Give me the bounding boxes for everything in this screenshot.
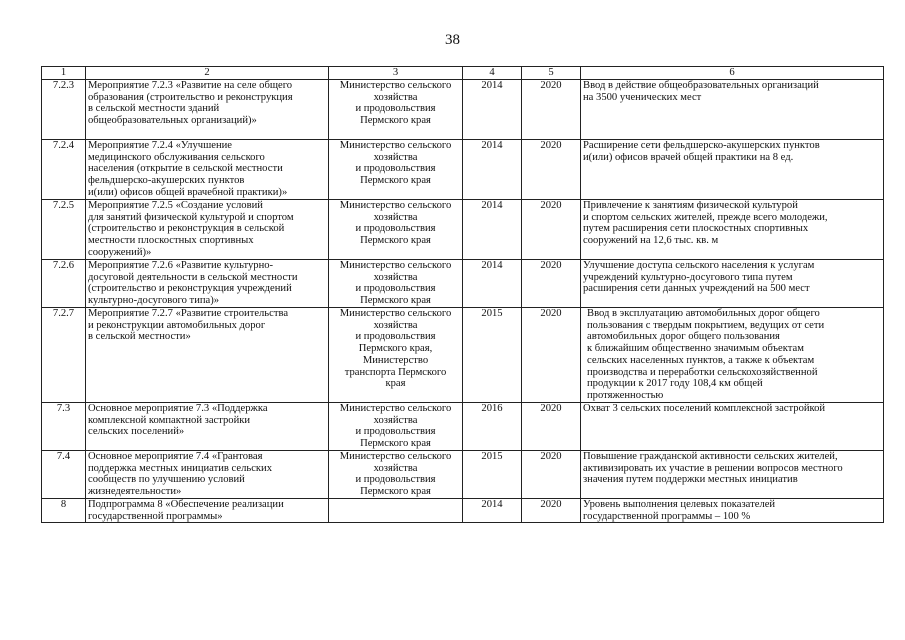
- executor-cell: Министерство сельского хозяйства и продовольствия Пермского края: [329, 200, 463, 260]
- start-year-cell: 2015: [463, 451, 522, 499]
- table-row: [42, 80, 884, 140]
- expected-result-cell: Улучшение доступа сельского населения к услугам учреждений культурно-досугового типа путем расширения сети данных учреждений на 500 мест: [581, 260, 884, 308]
- column-header-3: 3: [329, 67, 463, 80]
- event-name-cell: Подпрограмма 8 «Обеспечение реализации государственной программы»: [86, 499, 329, 523]
- expected-result-cell: Повышение гражданской активности сельских жителей, активизировать их участие в решении вопросов местного значения путем поддержки местных инициатив: [581, 451, 884, 499]
- expected-result-cell: Уровень выполнения целевых показателей государственной программы – 100 %: [581, 499, 884, 523]
- page-number: 38: [445, 32, 460, 48]
- start-year-cell: 2014: [463, 499, 522, 523]
- start-year-cell: 2014: [463, 200, 522, 260]
- column-header-1: 1: [42, 67, 86, 80]
- row-number-cell: 7.2.6: [42, 260, 86, 308]
- end-year-cell: 2020: [522, 140, 581, 200]
- event-name-cell: Мероприятие 7.2.6 «Развитие культурно- досуговой деятельности в сельской местности (строительство и реконструкция учреждений культурно-досугового типа)»: [86, 260, 329, 308]
- event-name-cell: Основное мероприятие 7.3 «Поддержка комплексной компактной застройки сельских поселений»: [86, 403, 329, 451]
- event-name-cell: Мероприятие 7.2.7 «Развитие строительства и реконструкции автомобильных дорог в сельской местности»: [86, 308, 329, 403]
- column-header-2: 2: [86, 67, 329, 80]
- event-name-cell: Мероприятие 7.2.4 «Улучшение медицинского обслуживания сельского населения (открытие в сельской местности фельдшерско-акушерских пунктов и(или) офисов общей врачебной практики)»: [86, 140, 329, 200]
- row-number-cell: 8: [42, 499, 86, 523]
- row-number-cell: 7.4: [42, 451, 86, 499]
- event-name-cell: Мероприятие 7.2.5 «Создание условий для занятий физической культурой и спортом (строительство и реконструкция в сельской местности плоскостных спортивных сооружений)»: [86, 200, 329, 260]
- end-year-cell: 2020: [522, 200, 581, 260]
- table-row: [42, 140, 884, 200]
- start-year-cell: 2014: [463, 140, 522, 200]
- row-number-cell: 7.2.3: [42, 80, 86, 140]
- expected-result-cell: Привлечение к занятиям физической культурой и спортом сельских жителей, прежде всего молодежи, путем расширения сети плоскостных спортивных сооружений на 12,6 тыс. кв. м: [581, 200, 884, 260]
- end-year-cell: 2020: [522, 260, 581, 308]
- table-row: [42, 403, 884, 451]
- table-row: [42, 451, 884, 499]
- event-name-cell: Основное мероприятие 7.4 «Грантовая поддержка местных инициатив сельских сообществ по улучшению условий жизнедеятельности»: [86, 451, 329, 499]
- table-row: [42, 260, 884, 308]
- end-year-cell: 2020: [522, 80, 581, 140]
- table-header-row: [42, 67, 884, 80]
- start-year-cell: 2014: [463, 260, 522, 308]
- executor-cell: Министерство сельского хозяйства и продовольствия Пермского края: [329, 260, 463, 308]
- start-year-cell: 2014: [463, 80, 522, 140]
- executor-cell: [329, 499, 463, 523]
- row-number-cell: 7.2.5: [42, 200, 86, 260]
- table-row: [42, 200, 884, 260]
- table-row: [42, 499, 884, 523]
- program-events-table: [41, 66, 884, 523]
- executor-cell: Министерство сельского хозяйства и продовольствия Пермского края: [329, 451, 463, 499]
- expected-result-cell: Расширение сети фельдшерско-акушерских пунктов и(или) офисов врачей общей практики на 8 ед.: [581, 140, 884, 200]
- executor-cell: Министерство сельского хозяйства и продовольствия Пермского края: [329, 80, 463, 140]
- table-row: [42, 308, 884, 403]
- row-number-cell: 7.3: [42, 403, 86, 451]
- end-year-cell: 2020: [522, 499, 581, 523]
- expected-result-cell: Охват 3 сельских поселений комплексной застройкой: [581, 403, 884, 451]
- column-header-4: 4: [463, 67, 522, 80]
- column-header-6: 6: [581, 67, 884, 80]
- event-name-cell: Мероприятие 7.2.3 «Развитие на селе общего образования (строительство и реконструкция в сельской местности зданий общеобразовательных организаций)»: [86, 80, 329, 140]
- column-header-5: 5: [522, 67, 581, 80]
- expected-result-cell: Ввод в действие общеобразовательных организаций на 3500 ученических мест: [581, 80, 884, 140]
- expected-result-cell: Ввод в эксплуатацию автомобильных дорог общего пользования с твердым покрытием, ведущих от сети автомобильных дорог общего пользования к ближайшим общественно значимым объектам сельских населенных пунктов, а также к объектам производства и переработки сельскохозяйственной продукции к 2017 году 108,4 км общей протяженностью: [581, 308, 884, 403]
- start-year-cell: 2015: [463, 308, 522, 403]
- end-year-cell: 2020: [522, 403, 581, 451]
- row-number-cell: 7.2.4: [42, 140, 86, 200]
- end-year-cell: 2020: [522, 451, 581, 499]
- end-year-cell: 2020: [522, 308, 581, 403]
- start-year-cell: 2016: [463, 403, 522, 451]
- executor-cell: Министерство сельского хозяйства и продовольствия Пермского края: [329, 403, 463, 451]
- executor-cell: Министерство сельского хозяйства и продовольствия Пермского края: [329, 140, 463, 200]
- row-number-cell: 7.2.7: [42, 308, 86, 403]
- executor-cell: Министерство сельского хозяйства и продовольствия Пермского края, Министерство транспорта Пермского края: [329, 308, 463, 403]
